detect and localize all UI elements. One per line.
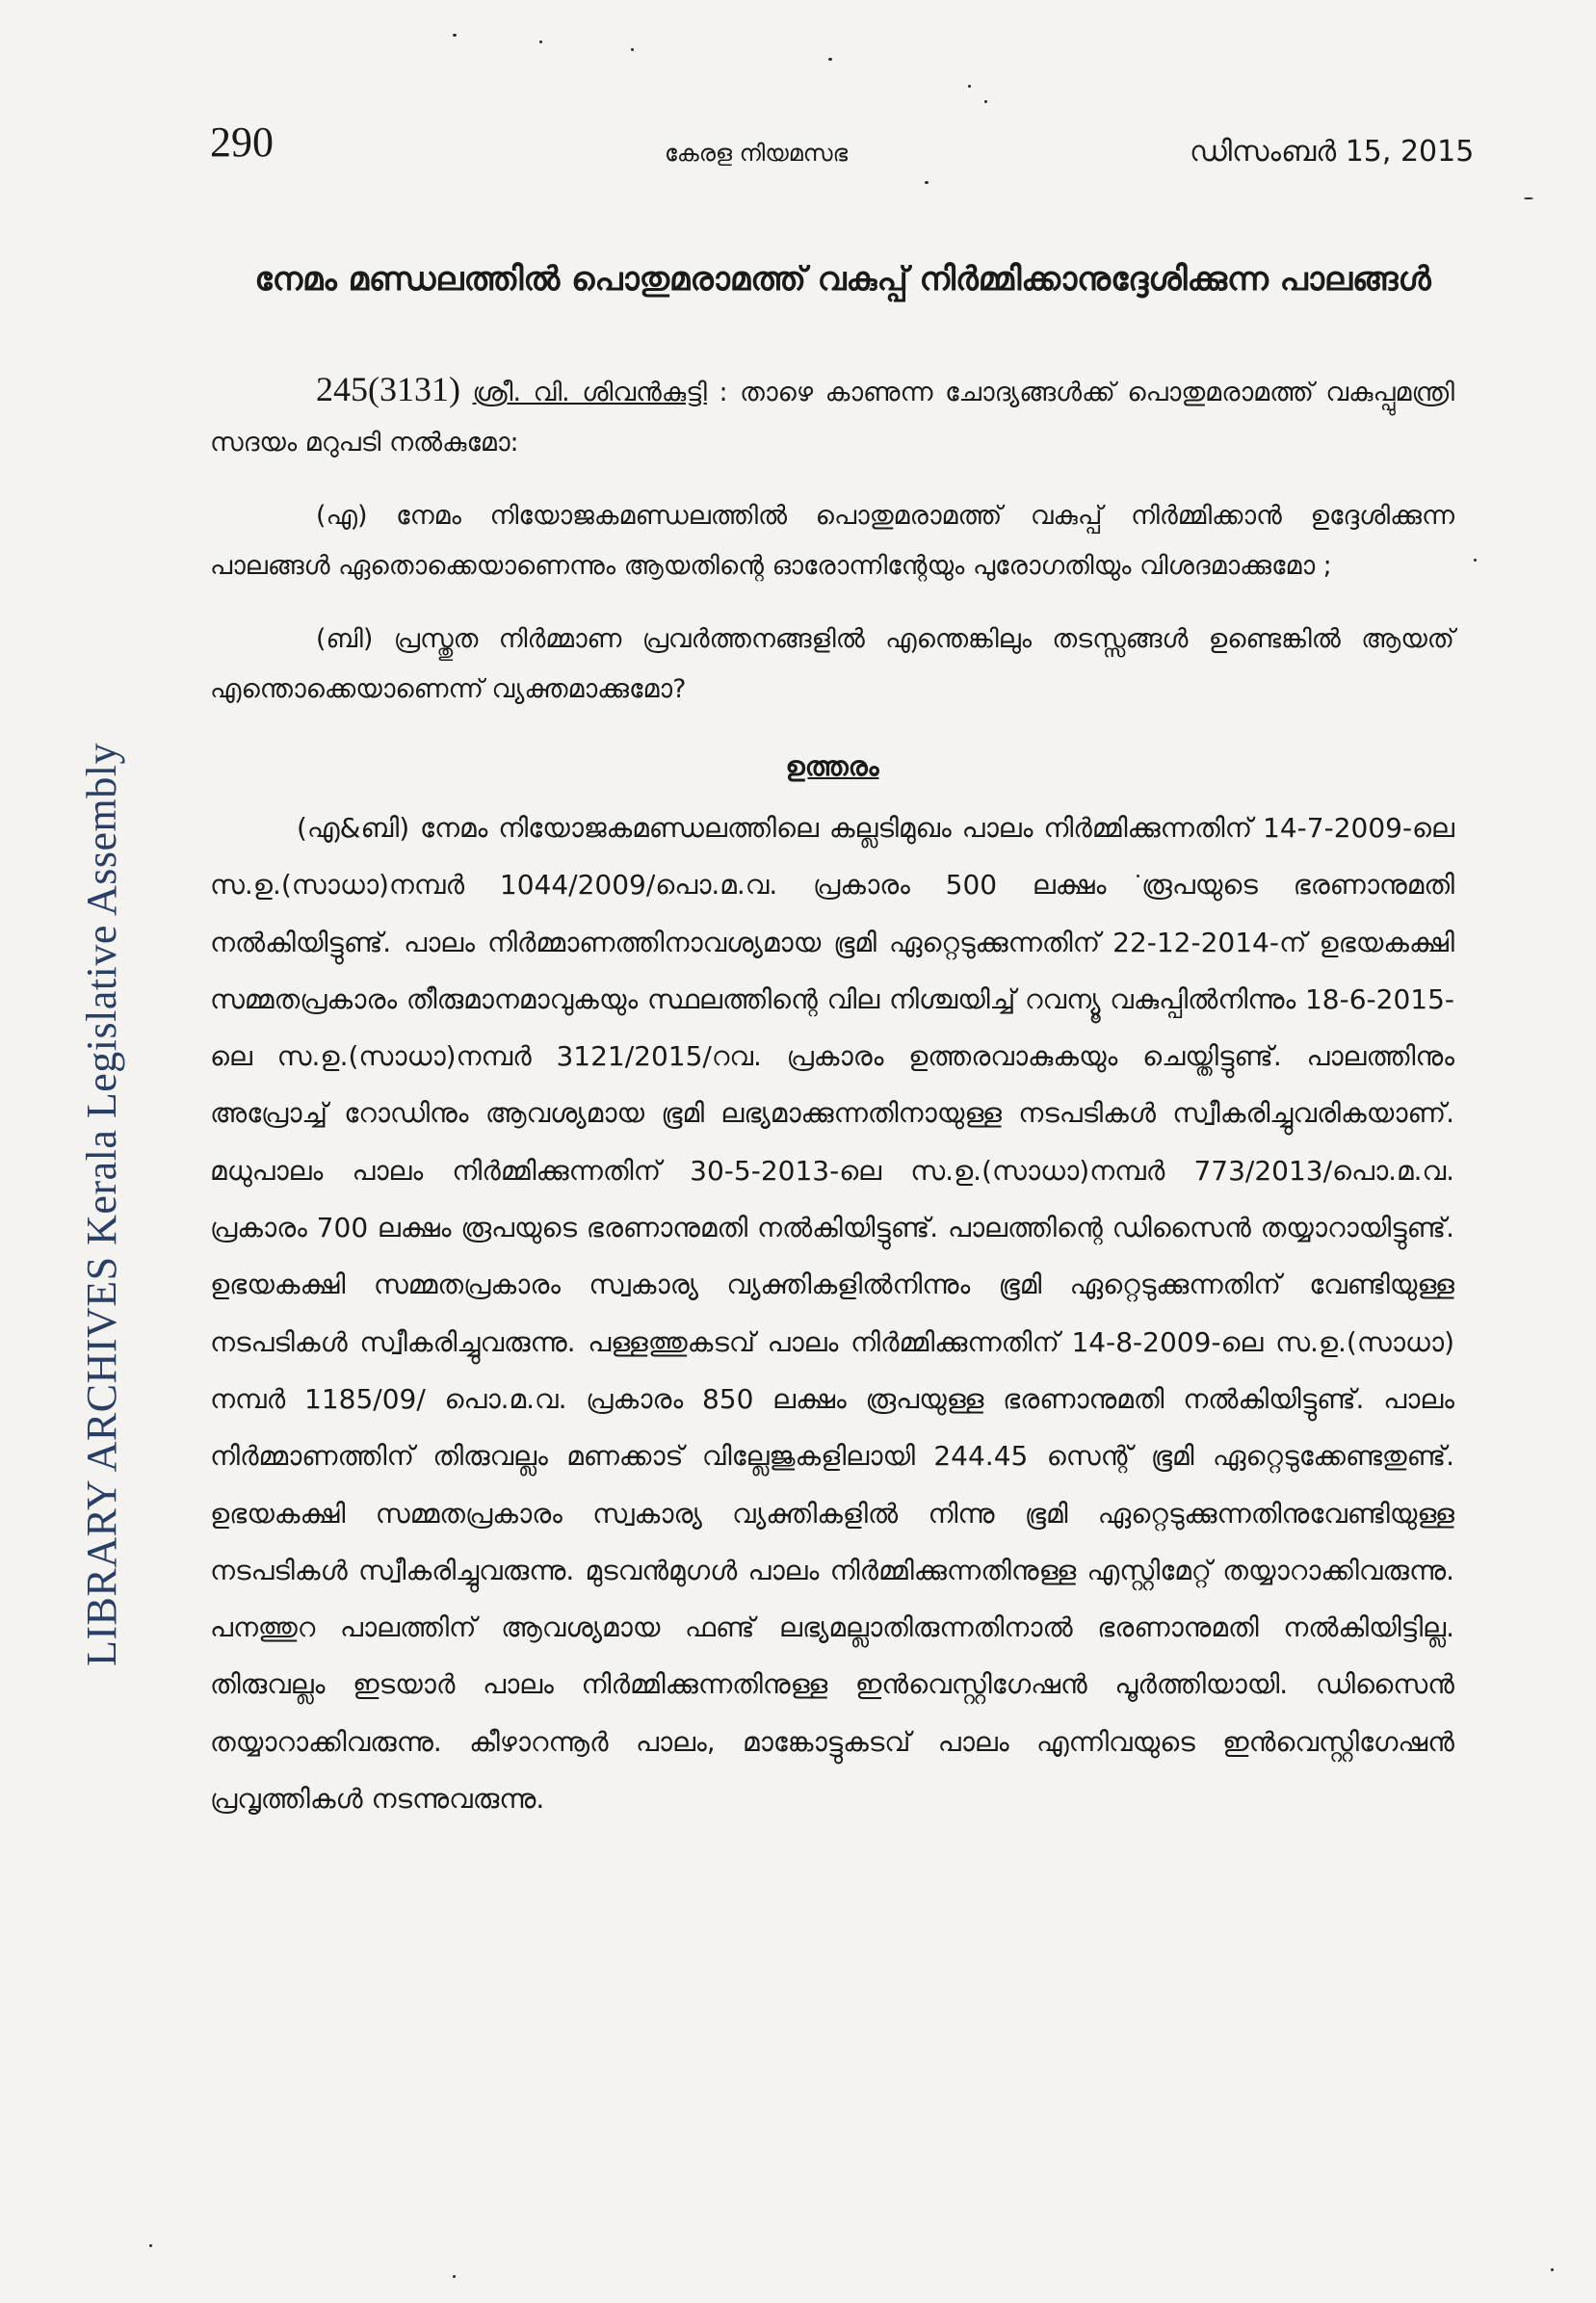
answer-heading: ഉത്തരം	[785, 750, 879, 782]
sub-question-b: (ബി) പ്രസ്തുത നിർമ്മാണ പ്രവർത്തനങ്ങളിൽ എന്തെങ്കിലും തടസ്സങ്ങൾ ഉണ്ടെങ്കിൽ ആയത് എന്തൊക്കെയാണെന്ന് വ്യക്തമാക്കുമോ?	[210, 624, 1454, 704]
scan-speck	[925, 181, 929, 184]
question-intro	[210, 364, 1454, 468]
scan-speck	[539, 40, 542, 43]
scan-speck	[453, 2275, 456, 2278]
scan-speck	[1524, 197, 1533, 199]
scan-speck	[828, 58, 832, 61]
header-title: കേരള നിയമസഭ	[665, 140, 849, 167]
scan-speck	[968, 85, 971, 88]
scan-speck	[631, 48, 634, 51]
scan-speck	[984, 100, 987, 103]
scan-speck	[149, 2244, 152, 2247]
header-date: ഡിസംബർ 15, 2015	[1190, 135, 1475, 169]
member-name: ശ്രീ. വി. ശിവൻകുട്ടി	[472, 378, 707, 407]
document-body	[210, 364, 1454, 1827]
scan-speck	[1474, 559, 1477, 562]
question-title: നേമം മണ്ഡലത്തിൽ പൊതുമരാമത്ത് വകുപ്പ് നിർമ്മിക്കാനുദ്ദേശിക്കുന്ന പാലങ്ങൾ	[254, 260, 1431, 299]
answer-body: (എ&ബി) നേമം നിയോജകമണ്ഡലത്തിലെ കല്ലടിമുഖം പാലം നിർമ്മിക്കുന്നതിന് 14-7-2009-ലെ സ.ഉ.(സാധാ)നമ്പർ 1044/2009/പൊ.മ.വ. പ്രകാരം 500 ലക്ഷം രൂപയുടെ ഭരണാനുമതി നൽകിയിട്ടുണ്ട്. പാലം നിർമ്മാണത്തിനാവശ്യമായ ഭൂമി ഏറ്റെടുക്കുന്നതിന് 22-12-2014-ന് ഉഭയകക്ഷി സമ്മതപ്രകാരം തീരുമാനമാവുകയും സ്ഥലത്തിന്റെ വില നിശ്ചയിച്ച് റവന്യൂ വകുപ്പിൽനിന്നും 18-6-2015-ലെ സ.ഉ.(സാധാ)നമ്പർ 3121/2015/റവ. പ്രകാരം ഉത്തരവാകുകയും ചെയ്തിട്ടുണ്ട്. പാലത്തിനും അപ്രോച്ച് റോഡിനും ആവശ്യമായ ഭൂമി ലഭ്യമാക്കുന്നതിനായുള്ള നടപടികൾ സ്വീകരിച്ചുവരികയാണ്. മധുപാലം പാലം നിർമ്മിക്കുന്നതിന് 30-5-2013-ലെ സ.ഉ.(സാധാ)നമ്പർ 773/2013/പൊ.മ.വ. പ്രകാരം 700 ലക്ഷം രൂപയുടെ ഭരണാനുമതി നൽകിയിട്ടുണ്ട്. പാലത്തിന്റെ ഡിസൈൻ തയ്യാറായിട്ടുണ്ട്. ഉഭയകക്ഷി സമ്മതപ്രകാരം സ്വകാര്യ വ്യക്തികളിൽനിന്നും ഭൂമി ഏറ്റെടുക്കുന്നതിന് വേണ്ടിയുള്ള നടപടികൾ സ്വീകരിച്ചുവരുന്നു. പള്ളത്തുകടവ് പാലം നിർമ്മിക്കുന്നതിന് 14-8-2009-ലെ സ.ഉ.(സാധാ) നമ്പർ 1185/09/ പൊ.മ.വ. പ്രകാരം 850 ലക്ഷം രൂപയുള്ള ഭരണാനുമതി നൽകിയിട്ടുണ്ട്. പാലം നിർമ്മാണത്തിന് തിരുവല്ലം മണക്കാട് വില്ലേജുകളിലായി 244.45 സെന്റ് ഭൂമി ഏറ്റെടുക്കേണ്ടതുണ്ട്. ഉഭയകക്ഷി സമ്മതപ്രകാരം സ്വകാര്യ വ്യക്തികളിൽ നിന്നു ഭൂമി ഏറ്റെടുക്കുന്നതിനുവേണ്ടിയുള്ള നടപടികൾ സ്വീകരിച്ചുവരുന്നു. മുടവൻമുഗൾ പാലം നിർമ്മിക്കുന്നതിനുള്ള എസ്റ്റിമേറ്റ് തയ്യാറാക്കിവരുന്നു. പനത്തുറ പാലത്തിന് ആവശ്യമായ ഫണ്ട് ലഭ്യമല്ലാതിരുന്നതിനാൽ ഭരണാനുമതി നൽകിയിട്ടില്ല. തിരുവല്ലം ഇടയാർ പാലം നിർമ്മിക്കുന്നതിനുള്ള ഇൻവെസ്റ്റിഗേഷൻ പൂർത്തിയായി. ഡിസൈൻ തയ്യാറാക്കിവരുന്നു. കീഴാറന്നൂർ പാലം, മാങ്കോട്ടുകടവ് പാലം എന്നിവയുടെ ഇൻവെസ്റ്റിഗേഷൻ പ്രവൃത്തികൾ നടന്നുവരുന്നു.	[210, 812, 1454, 1816]
archive-watermark: LIBRARY ARCHIVES Kerala Legislative Assembly	[78, 743, 125, 1666]
question-intro-text: : താഴെ കാണുന്ന ചോദ്യങ്ങൾക്ക് പൊതുമരാമത്ത് വകുപ്പുമന്ത്രി സദയം മറുപടി നൽകുമോ:	[210, 378, 1454, 458]
sub-question-a: (എ) നേമം നിയോജകമണ്ഡലത്തിൽ പൊതുമരാമത്ത് വകുപ്പ് നിർമ്മിക്കാൻ ഉദ്ദേശിക്കുന്ന പാലങ്ങൾ ഏതൊക്കെയാണെന്നും ആയതിന്റെ ഓരോന്നിന്റേയും പുരോഗതിയും വിശദമാക്കുമോ ;	[210, 501, 1454, 581]
scan-speck	[453, 34, 457, 37]
page-number: 290	[210, 118, 274, 166]
question-number: 245(3131)	[316, 370, 460, 408]
scan-speck	[1551, 2268, 1554, 2271]
